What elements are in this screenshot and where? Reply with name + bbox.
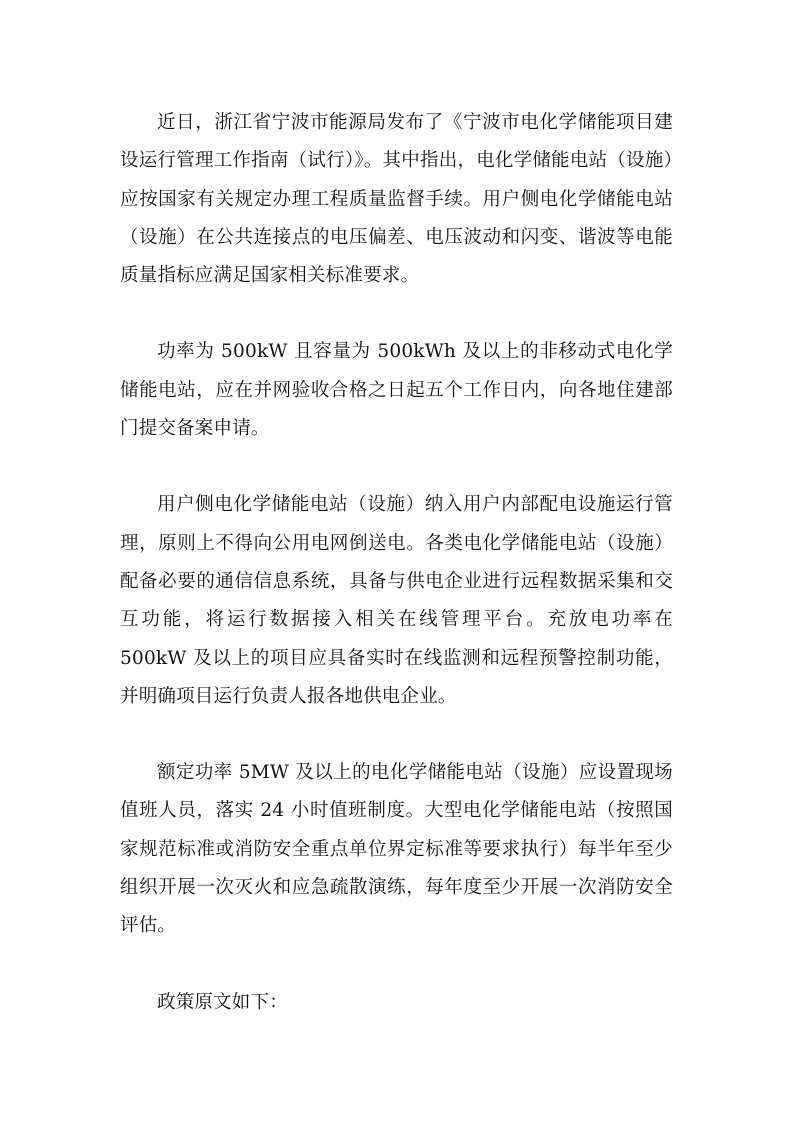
paragraph-safety-duty: 额定功率 5MW 及以上的电化学储能电站（设施）应设置现场值班人员，落实 24 小时值班制度。大型电化学储能电站（按照国家规范标准或消防安全重点单位界定标准等要求执行）每半年至少组织开展一次灭火和应急疏散演练，每年度至少开展一次消防安全评估。: [120, 762, 673, 937]
paragraph-announcement: 近日，浙江省宁波市能源局发布了《宁波市电化学储能项目建设运行管理工作指南（试行）》。其中指出，电化学储能电站（设施）应按国家有关规定办理工程质量监督手续。用户侧电化学储能电站（设施）在公共连接点的电压偏差、电压波动和闪变、谐波等电能质量指标应满足国家相关标准要求。: [120, 112, 673, 287]
document-body: [120, 104, 673, 1060]
paragraph-policy-original-intro: 政策原文如下：: [157, 991, 288, 1013]
paragraph-operation-management: 用户侧电化学储能电站（设施）纳入用户内部配电设施运行管理，原则上不得向公用电网倒送电。各类电化学储能电站（设施）配备必要的通信信息系统，具备与供电企业进行远程数据采集和交互功能，将运行数据接入相关在线管理平台。充放电功率在 500kW 及以上的项目应具备实时在线监测和远程预警控制功能，并明确项目运行负责人报各地供电企业。: [120, 494, 673, 707]
paragraph-filing-requirement: 功率为 500kW 且容量为 500kWh 及以上的非移动式电化学储能电站，应在并网验收合格之日起五个工作日内，向各地住建部门提交备案申请。: [120, 341, 673, 440]
